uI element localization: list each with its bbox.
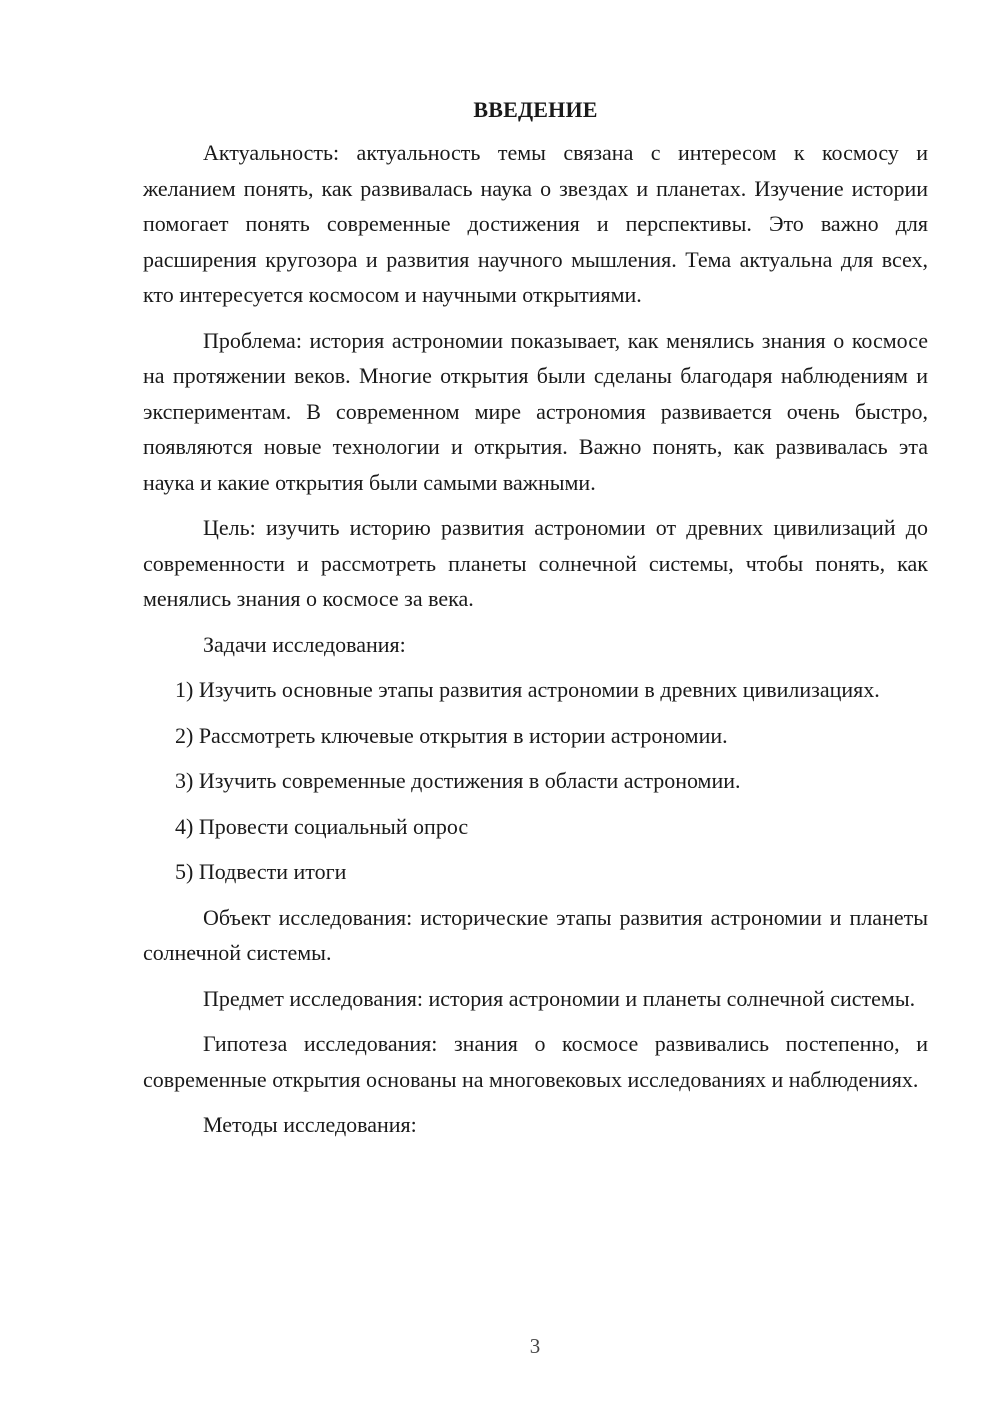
task-item-1: 1) Изучить основные этапы развития астрономии в древних цивилизациях. xyxy=(175,677,880,702)
task-item-3: 3) Изучить современные достижения в области астрономии. xyxy=(175,768,741,793)
page-number: 3 xyxy=(529,1334,541,1358)
relevance-paragraph: Актуальность: актуальность темы связана с интересом к космосу и желанием понять, как развивалась наука о звездах и планетах. Изучение истории помогает понять современные достижения и перспективы. Это важно для расширения кругозора и развития научного мышления. Тема актуальна для всех, кто интересуется космосом и научными открытиями. xyxy=(143,140,928,307)
object-paragraph: Объект исследования: исторические этапы развития астрономии и планеты солнечной системы. xyxy=(143,904,928,965)
task-item-4: 4) Провести социальный опрос xyxy=(175,813,469,839)
methods-heading: Методы исследования: xyxy=(203,1112,417,1137)
hypothesis-paragraph: Гипотеза исследования: знания о космосе развивались постепенно, и современные открытия основаны на многовековых исследованиях и наблюдениях. xyxy=(143,1031,928,1092)
subject-paragraph: Предмет исследования: история астрономии и планеты солнечной системы. xyxy=(203,985,916,1011)
section-title: ВВЕДЕНИЕ xyxy=(473,97,598,122)
page-content xyxy=(143,92,928,1153)
goal-paragraph: Цель: изучить историю развития астрономии от древних цивилизаций до современности и рассмотреть планеты солнечной системы, чтобы понять, как менялись знания о космосе за века. xyxy=(143,515,928,611)
task-item-5: 5) Подвести итоги xyxy=(175,859,347,884)
problem-paragraph: Проблема: история астрономии показывает, как менялись знания о космосе на протяжении веков. Многие открытия были сделаны благодаря наблюдениям и экспериментам. В современном мире астрономия развивается очень быстро, появляются новые технологии и открытия. Важно понять, как развивалась эта наука и какие открытия были самыми важными. xyxy=(143,327,928,495)
task-item-2: 2) Рассмотреть ключевые открытия в истории астрономии. xyxy=(175,722,728,748)
tasks-heading: Задачи исследования: xyxy=(203,631,406,657)
